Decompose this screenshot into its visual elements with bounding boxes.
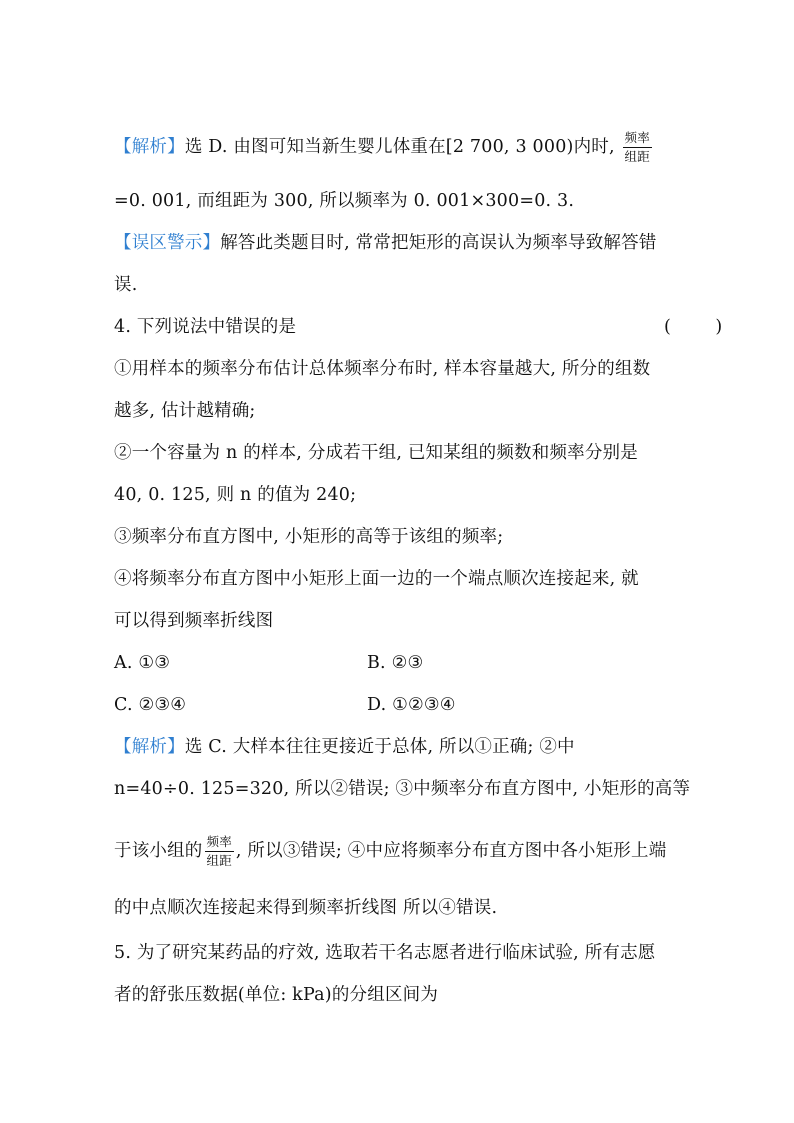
q4-analysis-line-4: 的中点顺次连接起来得到频率折线图 所以④错误. bbox=[114, 898, 498, 918]
fraction-denominator: 组距 bbox=[206, 853, 232, 868]
q4-statement-1-line-1: ①用样本的频率分布估计总体频率分布时, 样本容量越大, 所分的组数 bbox=[114, 359, 651, 379]
q4-statement-2-line-1: ②一个容量为 n 的样本, 分成若干组, 已知某组的频数和频率分别是 bbox=[114, 443, 638, 463]
analysis-tag: 【解析】 bbox=[114, 137, 185, 157]
q4-analysis-line-1 bbox=[114, 736, 575, 758]
q4-stem: 4. 下列说法中错误的是 bbox=[114, 317, 297, 337]
q4-statement-1-line-2: 越多, 估计越精确; bbox=[114, 401, 256, 421]
q4-analysis-line-3-after: , 所以③错误; ④中应将频率分布直方图中各小矩形上端 bbox=[235, 841, 667, 861]
q4-analysis-line-3 bbox=[114, 834, 666, 869]
q3-analysis-line-1 bbox=[114, 130, 654, 165]
q4-statement-3: ③频率分布直方图中, 小矩形的高等于该组的频率; bbox=[114, 527, 504, 547]
q4-analysis-text: 选 C. 大样本往往更接近于总体, 所以①正确; ②中 bbox=[184, 737, 575, 757]
q4-analysis-line-2: n=40÷0. 125=320, 所以②错误; ③中频率分布直方图中, 小矩形的高等 bbox=[114, 779, 691, 799]
option-a: A. ①③ bbox=[114, 653, 171, 673]
fraction-denominator: 组距 bbox=[624, 149, 650, 164]
q3-warning-line-1 bbox=[114, 232, 657, 254]
q3-warning-text: 解答此类题目时, 常常把矩形的高误认为频率导致解答错 bbox=[220, 233, 657, 253]
q3-analysis-line-2: =0. 001, 而组距为 300, 所以频率为 0. 001×300=0. 3. bbox=[114, 191, 575, 211]
option-d: D. ①②③④ bbox=[367, 695, 456, 715]
fraction-numerator: 频率 bbox=[623, 130, 652, 148]
q4-statement-4-line-2: 可以得到频率折线图 bbox=[114, 611, 274, 631]
fraction-numerator: 频率 bbox=[205, 834, 234, 852]
q4-statement-2-line-2: 40, 0. 125, 则 n 的值为 240; bbox=[114, 485, 357, 505]
frequency-over-interval-fraction bbox=[623, 130, 652, 165]
option-b: B. ②③ bbox=[367, 653, 424, 673]
option-c: C. ②③④ bbox=[114, 695, 187, 715]
q4-statement-4-line-1: ④将频率分布直方图中小矩形上面一边的一个端点顺次连接起来, 就 bbox=[114, 569, 639, 589]
q3-warning-line-2: 误. bbox=[114, 275, 138, 295]
q4-analysis-line-3-before: 于该小组的 bbox=[114, 841, 203, 861]
frequency-over-interval-fraction bbox=[205, 834, 234, 869]
q5-stem-line-2: 者的舒张压数据(单位: kPa)的分组区间为 bbox=[114, 985, 439, 1005]
analysis-tag: 【解析】 bbox=[114, 737, 185, 757]
warning-tag: 【误区警示】 bbox=[114, 233, 221, 253]
q3-analysis-text: 选 D. 由图可知当新生婴儿体重在[2 700, 3 000)内时, bbox=[184, 137, 621, 157]
q5-stem-line-1: 5. 为了研究某药品的疗效, 选取若干名志愿者进行临床试验, 所有志愿 bbox=[114, 943, 656, 963]
answer-parentheses: ( ) bbox=[664, 317, 723, 337]
